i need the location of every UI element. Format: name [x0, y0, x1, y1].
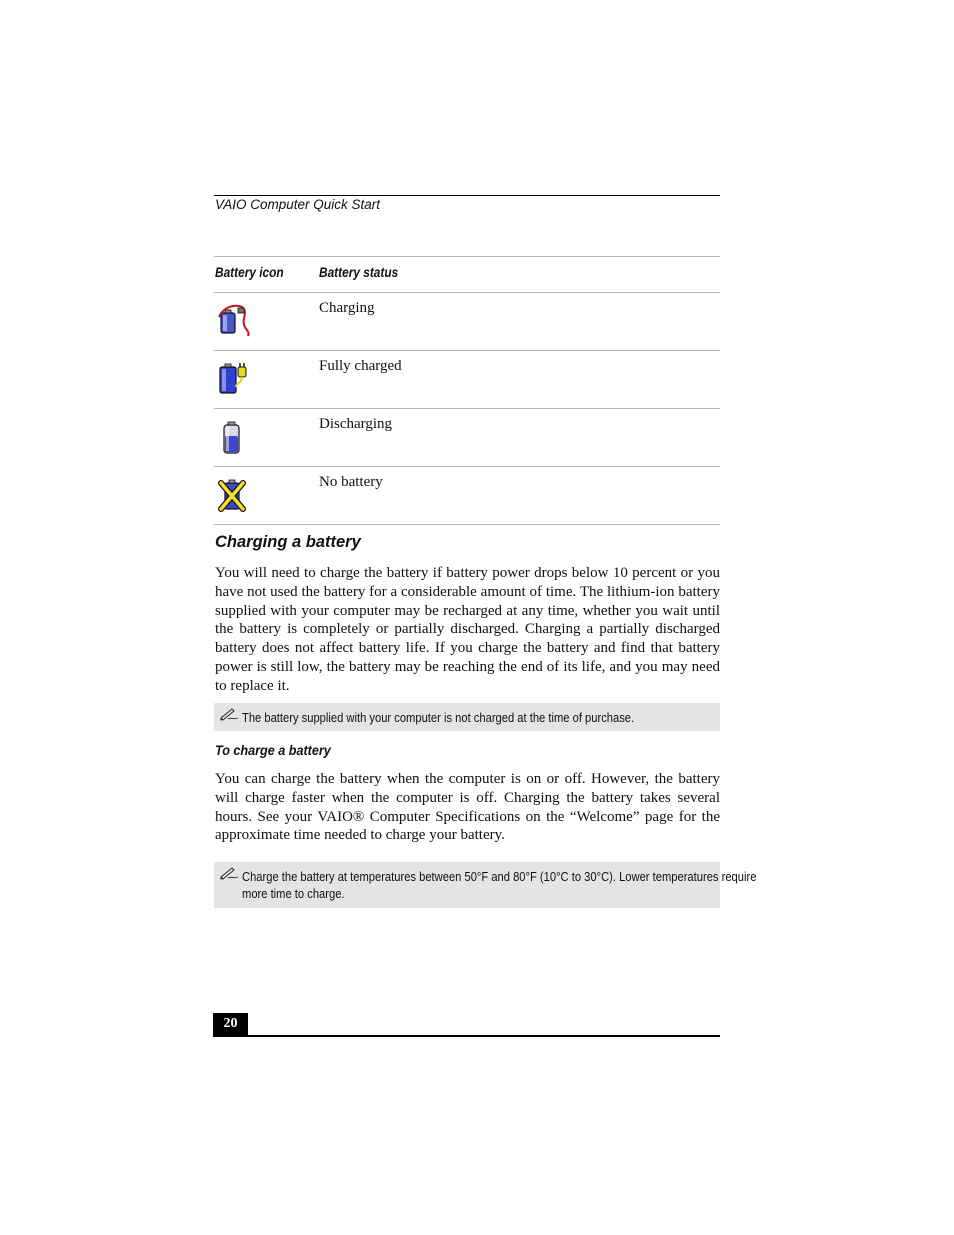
battery-status-table	[214, 256, 720, 525]
column-header-status: Battery status	[319, 265, 399, 280]
status-text: Charging	[319, 300, 375, 316]
table-header	[214, 257, 720, 292]
page-number: 20	[213, 1013, 248, 1036]
battery-fully-charged-icon	[216, 361, 252, 397]
subheading-to-charge: To charge a battery	[215, 742, 331, 758]
table-row	[214, 293, 720, 350]
header-rule	[214, 195, 720, 196]
no-battery-icon	[216, 477, 252, 513]
table-row	[214, 351, 720, 408]
note-box	[214, 703, 720, 731]
status-text: No battery	[319, 474, 383, 490]
note-text: The battery supplied with your computer is not charged at the time of purchase.	[242, 710, 635, 725]
pen-note-icon	[219, 866, 239, 880]
note-text: Charge the battery at temperatures between 50°F and 80°F (10°C to 30°C). Lower temperatures require more time to charge.	[242, 869, 757, 901]
table-row	[214, 467, 720, 524]
status-text: Fully charged	[319, 358, 402, 374]
pen-note-icon	[219, 707, 239, 721]
battery-charging-icon	[216, 303, 252, 339]
note-box	[214, 862, 757, 908]
column-header-icon: Battery icon	[215, 265, 284, 280]
battery-discharging-icon	[216, 419, 252, 455]
table-bottom-rule	[214, 524, 720, 525]
table-row	[214, 409, 720, 466]
charging-paragraph: You will need to charge the battery if battery power drops below 10 percent or you have not used the battery for a considerable amount of time. The lithium-ion battery supplied with your computer may be recharged at any time, whether you wait until the battery is completely or partially discharged. Charging a partially discharged battery does not affect battery life. If you charge the battery and find that battery power is still low, the battery may be reaching the end of its life, and you may need to replace it.	[215, 565, 720, 694]
section-heading-charging: Charging a battery	[215, 533, 361, 551]
status-text: Discharging	[319, 416, 393, 432]
footer-rule	[213, 1035, 720, 1037]
to-charge-paragraph: You can charge the battery when the computer is on or off. However, the battery will charge faster when the computer is off. Charging the battery takes several hours. See your VAIO® Computer Specifications on the “Welcome” page for the approximate time needed to charge your battery.	[215, 771, 720, 844]
running-header: VAIO Computer Quick Start	[215, 197, 381, 212]
